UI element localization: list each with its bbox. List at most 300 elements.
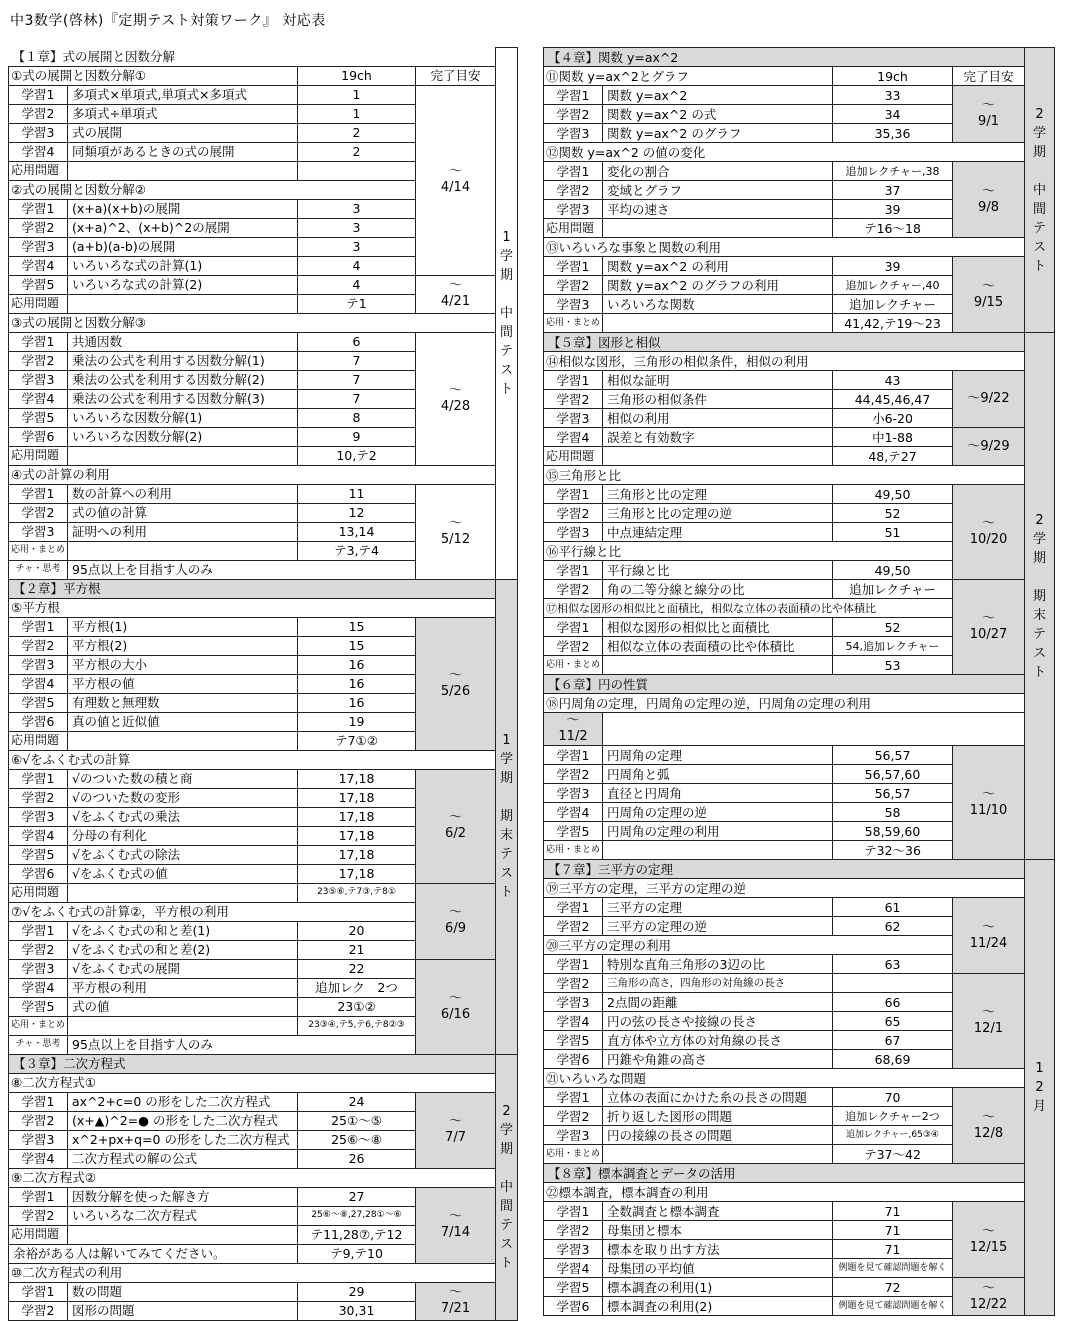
row-label: 応用問題: [9, 1225, 68, 1244]
table-row: [544, 1183, 1055, 1202]
row-label: 学習4: [544, 803, 603, 822]
row-label: 応用・まとめ: [9, 1016, 68, 1035]
row-label: 学習6: [9, 712, 68, 731]
table-row: [544, 257, 1055, 276]
row-text: [68, 541, 298, 560]
chapter-title: 【５章】図形と相似: [544, 333, 1025, 352]
row-text: 円周角の定理の逆: [603, 803, 833, 822]
deadline: ～ 9/8: [953, 162, 1025, 238]
row-label: 応用問題: [544, 447, 603, 466]
row-text: 式の値の計算: [68, 503, 298, 522]
page-ref: 例題を見て確認問題を解く: [833, 1259, 953, 1278]
section-title: ⑪関数 y=ax^2とグラフ: [544, 67, 833, 86]
page-ref: 49,50: [833, 485, 953, 504]
row-text: 中点連結定理: [603, 523, 833, 542]
page-ref: 53: [833, 656, 953, 675]
row-text: 立体の表面にかけた糸の長さの問題: [603, 1088, 833, 1107]
section-title: ⑤平方根: [9, 598, 496, 617]
table-row: [544, 694, 1055, 713]
row-text: 関数 y=ax^2 の式: [603, 105, 833, 124]
row-text: 標本調査の利用(2): [603, 1297, 833, 1316]
table-row: [544, 1069, 1055, 1088]
row-text: いろいろな因数分解(1): [68, 408, 298, 427]
row-text: 式の値: [68, 997, 298, 1016]
row-label: 学習3: [9, 237, 68, 256]
row-text: いろいろな因数分解(2): [68, 427, 298, 446]
row-text: 標本を取り出す方法: [603, 1240, 833, 1259]
row-label: 学習2: [9, 940, 68, 959]
row-text: 相似の利用: [603, 409, 833, 428]
page-ref: テ11,28⑦,テ12: [298, 1225, 416, 1244]
row-label: 学習4: [544, 1259, 603, 1278]
row-label: 学習1: [544, 162, 603, 181]
table-row: [544, 143, 1055, 162]
page-ref: 71: [833, 1202, 953, 1221]
table-row: [9, 465, 518, 484]
row-text: [603, 447, 833, 466]
page-ref: 41,42,テ19～23: [833, 314, 953, 333]
page-ref: 追加レクチャー,38: [833, 162, 953, 181]
page-ref: 追加レクチャー,65③④: [833, 1126, 953, 1145]
row-text: 円錐や角錐の高さ: [603, 1050, 833, 1069]
chapter-title: 【４章】関数 y=ax^2: [544, 48, 1025, 67]
page-ref: 35,36: [833, 124, 953, 143]
row-label: 学習5: [544, 1031, 603, 1050]
page-ref: 7: [298, 370, 416, 389]
page-ref: 17,18: [298, 826, 416, 845]
row-text: 真の値と近似値: [68, 712, 298, 731]
deadline: ～ 5/12: [416, 484, 496, 579]
row-text: 相似な立体の表面積の比や体積比: [603, 637, 833, 656]
page-ref: 追加レクチャー: [833, 295, 953, 314]
table-row: [544, 746, 1055, 765]
table-row: [544, 713, 1055, 746]
row-text: 平方根の利用: [68, 978, 298, 997]
table-row: [9, 579, 518, 598]
deadline: ～ 11/10: [953, 746, 1025, 860]
row-label: 学習3: [9, 807, 68, 826]
row-text: [603, 656, 833, 675]
chapter-title: 【２章】平方根: [9, 579, 496, 598]
schedule-table-right: [543, 47, 1055, 1316]
row-label: 学習3: [544, 1126, 603, 1145]
page-ref: 25⑥～⑧,27,28①～⑥: [298, 1206, 416, 1225]
semester-label: 2 学 期 中 間 テ ス ト: [1025, 48, 1055, 333]
page-ref: [298, 161, 416, 180]
table-row: [544, 974, 1055, 993]
row-label: 学習3: [544, 784, 603, 803]
column-header-19ch: 19ch: [298, 66, 416, 85]
section-title: ⑳三平方の定理の利用: [544, 936, 953, 955]
page-ref: 16: [298, 674, 416, 693]
page-ref: テ9,テ10: [298, 1244, 416, 1263]
table-row: [544, 466, 1055, 485]
row-label: 学習2: [544, 580, 603, 599]
row-label: 学習1: [544, 1202, 603, 1221]
table-row: [544, 428, 1055, 447]
page-ref: 61: [833, 898, 953, 917]
row-label: 学習2: [544, 765, 603, 784]
row-label: 学習3: [544, 993, 603, 1012]
row-text: 変化の割合: [603, 162, 833, 181]
schedule-table-left: [8, 47, 518, 1321]
row-label: 学習5: [544, 822, 603, 841]
table-row: [544, 1202, 1055, 1221]
page-ref: 22: [298, 959, 416, 978]
row-label: 学習3: [544, 124, 603, 143]
row-text: 平方根の値: [68, 674, 298, 693]
row-label: 応用・まとめ: [544, 1145, 603, 1164]
page-ref: 9: [298, 427, 416, 446]
table-row: [544, 371, 1055, 390]
row-text: [603, 219, 833, 238]
row-text: 乗法の公式を利用する因数分解(3): [68, 389, 298, 408]
page-ref: 17,18: [298, 807, 416, 826]
section-title: ⑲三平方の定理，三平方の定理の逆: [544, 879, 1025, 898]
left-column: [8, 47, 518, 1321]
row-text: 数の計算への利用: [68, 484, 298, 503]
page-ref: テ37～42: [833, 1145, 953, 1164]
deadline: ～ 7/21: [416, 1282, 496, 1320]
table-row: [544, 333, 1055, 352]
row-text: 母集団と標本: [603, 1221, 833, 1240]
row-label: 学習1: [544, 257, 603, 276]
row-text: 共通因数: [68, 332, 298, 351]
page-ref: 30,31: [298, 1301, 416, 1320]
row-label: 学習3: [544, 295, 603, 314]
page-ref: 1: [298, 104, 416, 123]
page-ref: 58,59,60: [833, 822, 953, 841]
row-label: 応用問題: [544, 219, 603, 238]
table-row: [544, 48, 1055, 67]
deadline: ～ 4/28: [416, 332, 496, 465]
row-label: 学習4: [9, 1149, 68, 1168]
row-text: 関数 y=ax^2 の利用: [603, 257, 833, 276]
table-row: [9, 85, 518, 104]
chapter-title: 【３章】二次方程式: [9, 1054, 496, 1073]
row-label: 学習2: [9, 218, 68, 237]
row-label: 学習1: [544, 86, 603, 105]
row-label: 学習1: [9, 769, 68, 788]
page-ref: 4: [298, 275, 416, 294]
page-ref: 52: [833, 618, 953, 637]
section-title: ⑨二次方程式②: [9, 1168, 496, 1187]
row-text: 関数 y=ax^2: [603, 86, 833, 105]
page-ref: 67: [833, 1031, 953, 1050]
semester-label: 1 学 期 期 末 テ ス ト: [496, 579, 518, 1054]
section-title: ⑦√をふくむ式の計算②，平方根の利用: [9, 902, 416, 921]
row-text: [603, 841, 833, 860]
deadline: ～9/22: [953, 371, 1025, 428]
row-label: 学習6: [9, 864, 68, 883]
row-label: 学習1: [9, 1092, 68, 1111]
row-text: 平方根の大小: [68, 655, 298, 674]
section-title: ⑭相似な図形，三角形の相似条件，相似の利用: [544, 352, 1025, 371]
row-label: 学習1: [544, 561, 603, 580]
row-label: 学習3: [9, 370, 68, 389]
row-label: 学習2: [544, 1107, 603, 1126]
page-ref: 72: [833, 1278, 953, 1297]
section-title: ⑮三角形と比: [544, 466, 1025, 485]
deadline: ～ 7/14: [416, 1187, 496, 1263]
table-row: [9, 1168, 518, 1187]
row-text: いろいろな式の計算(2): [68, 275, 298, 294]
row-label: 学習1: [9, 85, 68, 104]
row-text: 円の接線の長さの問題: [603, 1126, 833, 1145]
table-row: [544, 860, 1055, 879]
row-label: 学習3: [544, 200, 603, 219]
row-label: 学習2: [544, 504, 603, 523]
deadline: ～ 12/22: [953, 1278, 1025, 1316]
page-ref: 37: [833, 181, 953, 200]
page-ref: 15: [298, 617, 416, 636]
row-text: 平行線と比: [603, 561, 833, 580]
row-label: 学習3: [9, 959, 68, 978]
table-row: [9, 959, 518, 978]
column-header-19ch: 19ch: [833, 67, 953, 86]
row-text: 平方根(1): [68, 617, 298, 636]
deadline: ～ 6/16: [416, 959, 496, 1054]
page-ref: 7: [298, 351, 416, 370]
page-ref: 21: [298, 940, 416, 959]
table-row: [9, 313, 518, 332]
page-ref: テ3,テ4: [298, 541, 416, 560]
table-row: [9, 275, 518, 294]
row-label: 学習5: [9, 997, 68, 1016]
page-ref: 62: [833, 917, 953, 936]
row-label: 学習5: [9, 845, 68, 864]
row-text: 折り返した図形の問題: [603, 1107, 833, 1126]
table-row: [9, 1263, 518, 1282]
row-label: 学習5: [9, 408, 68, 427]
row-label: 学習1: [9, 921, 68, 940]
row-text: 平均の速さ: [603, 200, 833, 219]
row-text: いろいろな式の計算(1): [68, 256, 298, 275]
table-row: [9, 617, 518, 636]
row-text: [68, 294, 298, 313]
row-text: 円周角の定理の利用: [603, 822, 833, 841]
row-text: 多項式÷単項式: [68, 104, 298, 123]
row-label: 学習6: [544, 1050, 603, 1069]
row-label: チャ・思考: [9, 560, 68, 579]
row-text: 数の問題: [68, 1282, 298, 1301]
deadline: ～ 6/9: [416, 883, 496, 959]
row-label: 応用問題: [9, 883, 68, 902]
section-title: ④式の計算の利用: [9, 465, 496, 484]
row-text: √をふくむ式の除法: [68, 845, 298, 864]
row-text: 円周角の定理: [603, 746, 833, 765]
page-ref: [833, 974, 953, 993]
row-label: 学習3: [544, 1240, 603, 1259]
row-label: 学習1: [9, 484, 68, 503]
column-header-deadline: 完了目安: [416, 66, 496, 85]
row-label: 学習2: [9, 1301, 68, 1320]
row-text: 式の展開: [68, 123, 298, 142]
table-row: [9, 1092, 518, 1111]
row-label: 学習4: [9, 826, 68, 845]
page-ref: 58: [833, 803, 953, 822]
row-label: 学習5: [9, 275, 68, 294]
page-ref: 小6-20: [833, 409, 953, 428]
page-ref: 追加レクチャー,40: [833, 276, 953, 295]
row-text: x^2+px+q=0 の形をした二次方程式: [68, 1130, 298, 1149]
right-column: [543, 47, 1055, 1316]
row-text: ax^2+c=0 の形をした二次方程式: [68, 1092, 298, 1111]
page-ref: 17,18: [298, 864, 416, 883]
section-title: ㉑いろいろな問題: [544, 1069, 1025, 1088]
page-ref: テ32～36: [833, 841, 953, 860]
row-text: (x+a)^2、(x+b)^2の展開: [68, 218, 298, 237]
row-label: 学習2: [9, 351, 68, 370]
deadline: ～ 10/20: [953, 485, 1025, 580]
row-text: (x+▲)^2=● の形をした二次方程式: [68, 1111, 298, 1130]
page-ref: 56,57: [833, 784, 953, 803]
table-row: [9, 1073, 518, 1092]
page-ref: 25⑥～⑧: [298, 1130, 416, 1149]
page-ref: 49,50: [833, 561, 953, 580]
page-ref: 16: [298, 655, 416, 674]
row-text: いろいろな関数: [603, 295, 833, 314]
row-label: 応用・まとめ: [9, 541, 68, 560]
page-ref: 23⑤⑥,テ7③,テ8①: [298, 883, 416, 902]
row-text: 三角形と比の定理: [603, 485, 833, 504]
column-header-deadline: 完了目安: [953, 67, 1025, 86]
row-text: [68, 161, 298, 180]
table-row: [544, 1164, 1055, 1183]
row-text: √をふくむ式の展開: [68, 959, 298, 978]
chapter-title: 【１章】式の展開と因数分解: [9, 48, 496, 67]
row-label: チャ・思考: [9, 1035, 68, 1054]
row-text: 円の弦の長さや接線の長さ: [603, 1012, 833, 1031]
page-ref: 25①～⑤: [298, 1111, 416, 1130]
page-ref: 71: [833, 1240, 953, 1259]
row-label: 学習2: [544, 276, 603, 295]
section-title: ⑩二次方程式の利用: [9, 1263, 496, 1282]
row-label: 学習2: [544, 390, 603, 409]
row-label: 学習2: [544, 917, 603, 936]
page-ref: 52: [833, 504, 953, 523]
page-ref: 54,追加レクチャー: [833, 637, 953, 656]
deadline: ～ 7/7: [416, 1092, 496, 1168]
page-ref: 24: [298, 1092, 416, 1111]
section-title: ⑱円周角の定理，円周角の定理の逆，円周角の定理の利用: [544, 694, 1025, 713]
row-label: 応用問題: [9, 731, 68, 750]
row-label: 応用・まとめ: [544, 656, 603, 675]
page-ref: 56,57: [833, 746, 953, 765]
row-label: 学習3: [544, 409, 603, 428]
page-ref: 23①②: [298, 997, 416, 1016]
section-title: ⑧二次方程式①: [9, 1073, 496, 1092]
page-ref: 1: [298, 85, 416, 104]
row-label: 学習1: [544, 898, 603, 917]
deadline: ～ 12/8: [953, 1088, 1025, 1164]
page-ref: 70: [833, 1088, 953, 1107]
row-label: 学習1: [9, 1187, 68, 1206]
row-text: 関数 y=ax^2 のグラフ: [603, 124, 833, 143]
page-ref: 66: [833, 993, 953, 1012]
page-ref: 2: [298, 123, 416, 142]
row-label: 学習4: [9, 142, 68, 161]
page-ref: 15: [298, 636, 416, 655]
table-row: [9, 598, 518, 617]
page-ref: 34: [833, 105, 953, 124]
semester-label: 2 学 期 期 末 テ ス ト: [1025, 333, 1055, 860]
row-text: √をふくむ式の乗法: [68, 807, 298, 826]
table-row: [544, 675, 1055, 694]
table-row: [544, 67, 1055, 86]
table-row: [9, 484, 518, 503]
table-row: [544, 898, 1055, 917]
page-ref: 追加レクチャー2つ: [833, 1107, 953, 1126]
row-label: 学習2: [544, 105, 603, 124]
row-label: 学習1: [544, 371, 603, 390]
semester-label: 1 2 月: [1025, 860, 1055, 1316]
row-text: 相似な図形の相似比と面積比: [603, 618, 833, 637]
row-label: 学習2: [544, 1221, 603, 1240]
page-ref: 11: [298, 484, 416, 503]
page-ref: 17,18: [298, 845, 416, 864]
row-text: 全数調査と標本調査: [603, 1202, 833, 1221]
row-text: [603, 314, 833, 333]
page-ref: 2: [298, 142, 416, 161]
page-ref: 8: [298, 408, 416, 427]
row-text: (x+a)(x+b)の展開: [68, 199, 298, 218]
table-row: [544, 162, 1055, 181]
row-text: 多項式×単項式,単項式×多項式: [68, 85, 298, 104]
section-title: ③式の展開と因数分解③: [9, 313, 496, 332]
row-text: 誤差と有効数字: [603, 428, 833, 447]
row-text: 三角形の高さ，四角形の対角線の長さ: [603, 974, 833, 993]
page-ref: 12: [298, 503, 416, 522]
page-ref: 65: [833, 1012, 953, 1031]
table-row: [9, 769, 518, 788]
table-row: [9, 1054, 518, 1073]
row-label: 学習2: [9, 104, 68, 123]
page-ref: 63: [833, 955, 953, 974]
deadline: ～ 12/1: [953, 974, 1025, 1069]
row-text: 2点間の距離: [603, 993, 833, 1012]
page-ref: テ7①②: [298, 731, 416, 750]
page-ref: 4: [298, 256, 416, 275]
table-row: [9, 1282, 518, 1301]
row-label: 学習3: [9, 522, 68, 541]
page-ref: 48,テ27: [833, 447, 953, 466]
row-label: 学習1: [9, 617, 68, 636]
row-label: 学習6: [9, 427, 68, 446]
row-label: 学習1: [9, 1282, 68, 1301]
table-row: [544, 352, 1055, 371]
page-ref: テ16～18: [833, 219, 953, 238]
page-ref: 17,18: [298, 788, 416, 807]
page-ref: 39: [833, 200, 953, 219]
row-label: 応用・まとめ: [544, 841, 603, 860]
row-text: 平方根(2): [68, 636, 298, 655]
page-ref: 16: [298, 693, 416, 712]
row-label: 学習4: [9, 389, 68, 408]
row-text: [68, 1225, 298, 1244]
deadline: ～ 4/14: [416, 85, 496, 275]
row-text: 直径と円周角: [603, 784, 833, 803]
row-text: [68, 1016, 298, 1035]
row-label: 学習4: [9, 978, 68, 997]
table-row: [9, 332, 518, 351]
page-ref: 20: [298, 921, 416, 940]
table-row: [544, 580, 1055, 599]
section-title: ②式の展開と因数分解②: [9, 180, 416, 199]
page-ref: 追加レクチャー: [833, 580, 953, 599]
page-ref: 追加レク 2つ: [298, 978, 416, 997]
row-label: 学習1: [9, 199, 68, 218]
